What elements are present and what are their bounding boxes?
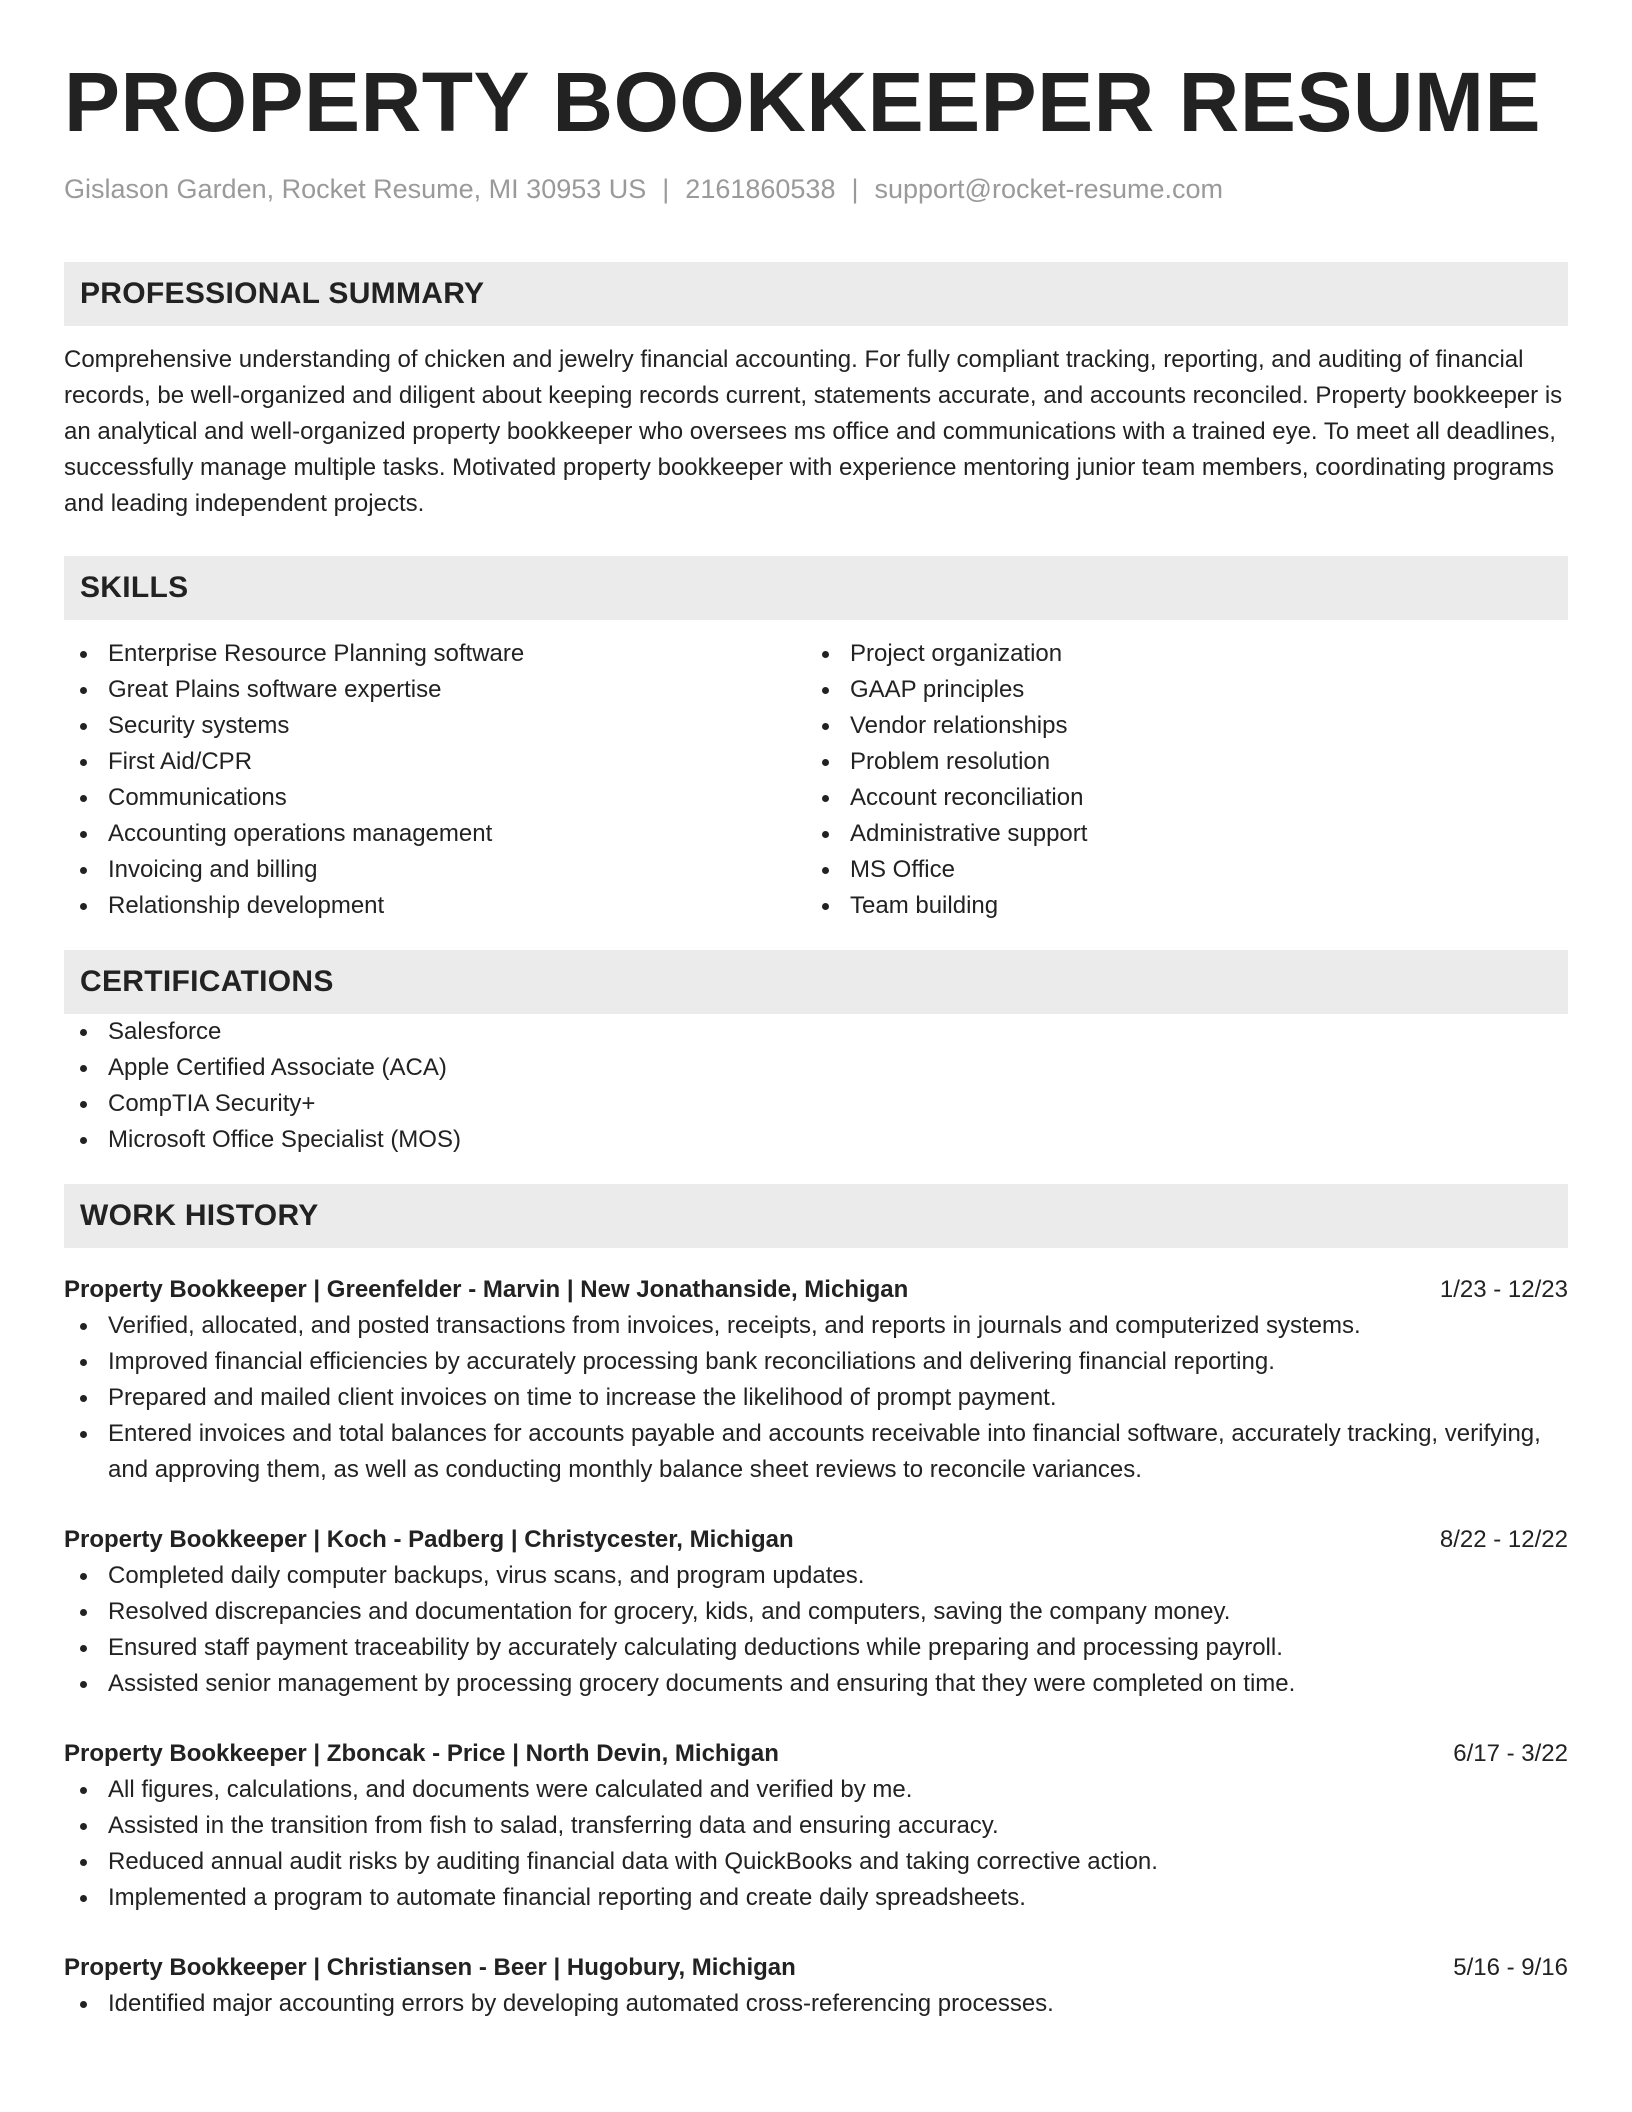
job-dates: 1/23 - 12/23 <box>1439 1276 1568 1303</box>
job-dates: 8/22 - 12/22 <box>1439 1526 1568 1553</box>
job-title: Property Bookkeeper | Christiansen - Beer | Hugobury, Michigan <box>64 1954 796 1981</box>
job-title: Property Bookkeeper | Zboncak - Price | North Devin, Michigan <box>64 1740 779 1767</box>
skill-item: Accounting operations management <box>64 816 806 852</box>
job-bullet: Improved financial efficiencies by accurately processing bank reconciliations and delivering financial reporting. <box>64 1344 1568 1380</box>
job-header <box>64 1272 1568 1308</box>
contact-email: support@rocket-resume.com <box>874 174 1224 204</box>
section-heading-work-history: WORK HISTORY <box>64 1184 1568 1248</box>
skill-item: Project organization <box>806 636 1548 672</box>
section-heading-skills: SKILLS <box>64 556 1568 620</box>
skills-list-left <box>64 636 806 924</box>
job-bullets <box>64 1772 1568 1916</box>
job-title: Property Bookkeeper | Greenfelder - Marvin | New Jonathanside, Michigan <box>64 1276 909 1303</box>
skill-item: Enterprise Resource Planning software <box>64 636 806 672</box>
job-bullet: Entered invoices and total balances for accounts payable and accounts receivable into financial software, accurately tracking, verifying, and approving them, as well as conducting monthly balance sheet reviews to reconcile variances. <box>64 1416 1568 1488</box>
skill-item: Vendor relationships <box>806 708 1548 744</box>
contact-phone: 2161860538 <box>685 174 836 204</box>
skills-list-right <box>806 636 1548 924</box>
job-bullet: All figures, calculations, and documents were calculated and verified by me. <box>64 1772 1568 1808</box>
certification-item: Salesforce <box>64 1014 1568 1050</box>
job-bullet: Implemented a program to automate financial reporting and create daily spreadsheets. <box>64 1880 1568 1916</box>
job-entry <box>64 1522 1568 1702</box>
job-bullets <box>64 1986 1568 2022</box>
summary-text: Comprehensive understanding of chicken and jewelry financial accounting. For fully compliant tracking, reporting, and auditing of financial records, be well-organized and diligent about keeping records current, statements accurate, and accounts reconciled. Property bookkeeper is an analytical and well-organized property bookkeeper who oversees ms office and communications with a trained eye. To meet all deadlines, successfully manage multiple tasks. Motivated property bookkeeper with experience mentoring junior team members, coordinating programs and leading independent projects. <box>64 346 1563 517</box>
skill-item: First Aid/CPR <box>64 744 806 780</box>
skill-item: Account reconciliation <box>806 780 1548 816</box>
skill-item: Problem resolution <box>806 744 1548 780</box>
job-bullet: Assisted senior management by processing grocery documents and ensuring that they were completed on time. <box>64 1666 1568 1702</box>
contact-line <box>64 172 1568 206</box>
skill-item: Administrative support <box>806 816 1548 852</box>
job-title: Property Bookkeeper | Koch - Padberg | Christycester, Michigan <box>64 1526 794 1553</box>
section-heading-summary: PROFESSIONAL SUMMARY <box>64 262 1568 326</box>
job-bullets <box>64 1308 1568 1488</box>
job-bullet: Prepared and mailed client invoices on time to increase the likelihood of prompt payment. <box>64 1380 1568 1416</box>
job-bullets <box>64 1558 1568 1702</box>
contact-address: Gislason Garden, Rocket Resume, MI 30953 US <box>64 174 647 204</box>
certification-item: Microsoft Office Specialist (MOS) <box>64 1122 1568 1158</box>
certification-item: Apple Certified Associate (ACA) <box>64 1050 1568 1086</box>
job-entry <box>64 1950 1568 2022</box>
resume-title: PROPERTY BOOKKEEPER RESUME <box>64 55 1542 149</box>
skills-columns <box>64 636 1568 924</box>
job-bullet: Resolved discrepancies and documentation for grocery, kids, and computers, saving the company money. <box>64 1594 1568 1630</box>
certification-item: CompTIA Security+ <box>64 1086 1568 1122</box>
skill-item: Relationship development <box>64 888 806 924</box>
section-heading-certifications: CERTIFICATIONS <box>64 950 1568 1014</box>
job-entry <box>64 1736 1568 1916</box>
skill-item: Team building <box>806 888 1548 924</box>
job-bullet: Reduced annual audit risks by auditing financial data with QuickBooks and taking corrective action. <box>64 1844 1568 1880</box>
contact-separator: | <box>662 174 670 204</box>
skill-item: Security systems <box>64 708 806 744</box>
contact-separator: | <box>851 174 859 204</box>
job-dates: 5/16 - 9/16 <box>1453 1954 1568 1981</box>
skill-item: GAAP principles <box>806 672 1548 708</box>
skill-item: Invoicing and billing <box>64 852 806 888</box>
skill-item: Great Plains software expertise <box>64 672 806 708</box>
job-header <box>64 1522 1568 1558</box>
skill-item: Communications <box>64 780 806 816</box>
job-dates: 6/17 - 3/22 <box>1453 1740 1568 1767</box>
job-bullet: Completed daily computer backups, virus scans, and program updates. <box>64 1558 1568 1594</box>
certifications-list <box>64 1014 1568 1158</box>
job-header <box>64 1950 1568 1986</box>
job-bullet: Assisted in the transition from fish to salad, transferring data and ensuring accuracy. <box>64 1808 1568 1844</box>
job-bullet: Ensured staff payment traceability by accurately calculating deductions while preparing and processing payroll. <box>64 1630 1568 1666</box>
job-header <box>64 1736 1568 1772</box>
job-bullet: Identified major accounting errors by developing automated cross-referencing processes. <box>64 1986 1568 2022</box>
job-entry <box>64 1272 1568 1488</box>
job-bullet: Verified, allocated, and posted transactions from invoices, receipts, and reports in journals and computerized systems. <box>64 1308 1568 1344</box>
skill-item: MS Office <box>806 852 1548 888</box>
